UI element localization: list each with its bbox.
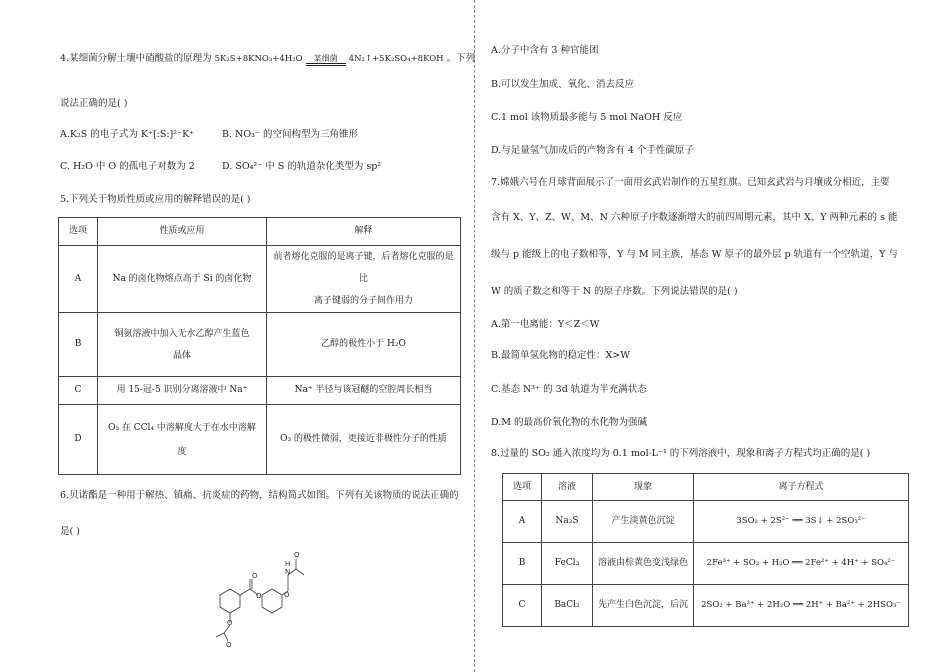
table-cell-property [98, 313, 267, 377]
atom-label: N [285, 568, 291, 576]
q7-option-d: D.M 的最高价氧化物的水化物为强碱 [491, 417, 648, 428]
table-row [59, 405, 461, 475]
q4-stem-b: 。下列 [446, 53, 476, 64]
atom-label: H [285, 560, 291, 568]
q6-stem-line1: 6.贝诺酯是一种用于解热、镇痛、抗炎症的药物，结构简式如图。下列有关该物质的说法正确的 [60, 490, 459, 501]
q4-equation-arrow [306, 52, 346, 66]
q5-table [58, 217, 461, 475]
benzene-ring-right [262, 589, 282, 613]
table-cell-equation: 2SO₂ + Ba²⁺ + 2H₂O ══ 2H⁺ + Ba²⁺ + 2HSO₃⁻ [694, 585, 909, 627]
property-line: 度 [177, 446, 187, 457]
q4-equation-right: 4N₂↑+5K₂SO₄+8KOH [348, 54, 444, 64]
property-line: 晶体 [172, 350, 191, 361]
q5-stem: 5.下列关于物质性质或应用的解释错误的是( ) [60, 194, 251, 205]
atom-label: O [252, 572, 258, 580]
table-cell-property: 用 15-冠-5 识别分离溶液中 Na⁺ [98, 377, 267, 405]
table-cell-option: D [59, 405, 98, 475]
q4-stem [60, 52, 475, 66]
table-row [59, 377, 461, 405]
table-header-row [59, 218, 461, 246]
q4-stem-a: 4.某细菌分解土壤中硝酸盐的原理为 [60, 53, 212, 64]
benorilate-structure-diagram [200, 545, 320, 665]
q7-stem-line3: 级与 p 能级上的电子数相等，Y 与 M 同主族，基态 W 原子的最外层 p 轨道有一个空轨道，Y 与 [491, 249, 898, 260]
table-cell-solution: BaCl₂ [542, 585, 593, 627]
property-line: 铜氨溶液中加入无水乙醇产生蓝色 [114, 328, 250, 339]
property-line: O₃ 在 CCl₄ 中溶解度大于在水中溶解 [108, 422, 256, 433]
table-row [503, 501, 909, 543]
table-cell-explanation [267, 246, 461, 313]
table-cell-property [98, 405, 267, 475]
explanation-line: 前者熔化克服的是离子键，后者熔化克服的是比 [273, 252, 454, 284]
q6-option-a: A.分子中含有 3 种官能团 [491, 45, 599, 56]
table-cell-phenomenon: 溶液由棕黄色变浅绿色 [593, 543, 694, 585]
table-row [59, 246, 461, 313]
atom-label: O [294, 551, 300, 559]
q8-stem: 8.过量的 SO₂ 通入浓度均为 0.1 mol·L⁻¹ 的下列溶液中，现象和离子方程式均正确的是( ) [491, 448, 871, 459]
table-cell-option: B [59, 313, 98, 377]
table-cell-explanation: O₃ 的极性微弱，更接近非极性分子的性质 [267, 405, 461, 475]
atom-label: O [226, 641, 232, 649]
table-header-cell: 选项 [59, 218, 98, 246]
q7-stem-line1: 7.嫦娥六号在月球背面展示了一面用玄武岩制作的五星红旗。已知玄武岩与月壤成分相近，主要 [491, 177, 890, 188]
table-cell-solution: Na₂S [542, 501, 593, 543]
table-cell-option: C [503, 585, 542, 627]
column-divider [474, 0, 475, 672]
atom-label: O [227, 619, 233, 627]
table-cell-phenomenon: 产生淡黄色沉淀 [593, 501, 694, 543]
table-cell-equation: 3SO₂ + 2S²⁻ ══ 3S↓ + 2SO₃²⁻ [694, 501, 909, 543]
q8-table [502, 473, 909, 627]
q4-stem-c: 说法正确的是( ) [60, 98, 128, 109]
q6-option-c: C.1 mol 该物质最多能与 5 mol NaOH 反应 [491, 112, 683, 123]
q7-option-a: A.第一电离能：Y＜Z＜W [491, 319, 600, 330]
q7-option-c: C.基态 N³⁺ 的 3d 轨道为半充满状态 [491, 384, 647, 395]
q4-option-d: D. SO₄²⁻ 中 S 的轨道杂化类型为 sp² [222, 161, 382, 172]
table-cell-explanation: 乙醇的极性小于 H₂O [267, 313, 461, 377]
q6-stem-line2: 是( ) [60, 526, 80, 537]
table-cell-property: Na 的卤化物熔点高于 Si 的卤化物 [98, 246, 267, 313]
q7-stem-line4: W 的质子数之和等于 N 的原子序数。下列说法错误的是( ) [491, 286, 738, 297]
q6-option-d: D.与足量氢气加成后的产物含有 4 个手性碳原子 [491, 145, 694, 156]
q6-option-b: B.可以发生加成、氧化、消去反应 [491, 79, 635, 90]
table-header-cell: 解释 [267, 218, 461, 246]
q7-option-b: B.最简单氢化物的稳定性：X>W [491, 350, 630, 361]
table-cell-option: A [503, 501, 542, 543]
table-cell-option: C [59, 377, 98, 405]
q4-option-a: A.K₂S 的电子式为 K⁺[:S:]²⁻K⁺ [60, 129, 195, 140]
table-row [59, 313, 461, 377]
table-cell-solution: FeCl₃ [542, 543, 593, 585]
benzene-ring-left [220, 589, 240, 613]
table-header-cell: 性质或应用 [98, 218, 267, 246]
q4-equation-condition: 某细菌 [313, 54, 338, 63]
table-header-cell: 现象 [593, 474, 694, 501]
table-row [503, 543, 909, 585]
q7-stem-line2: 含有 X、Y、Z、W、M、N 六种原子序数逐渐增大的前四周期元素，其中 X、Y 两种元素的 s 能 [491, 212, 898, 223]
table-cell-phenomenon: 先产生白色沉淀，后沉 [593, 585, 694, 627]
table-cell-option: A [59, 246, 98, 313]
table-header-row [503, 474, 909, 501]
table-cell-option: B [503, 543, 542, 585]
table-header-cell: 选项 [503, 474, 542, 501]
q4-option-c: C. H₂O 中 O 的孤电子对数为 2 [60, 161, 195, 172]
q4-option-b: B. NO₃⁻ 的空间构型为三角锥形 [222, 129, 358, 140]
q4-equation-left: 5K₂S+8KNO₃+4H₂O [214, 54, 303, 64]
atom-label: O [256, 592, 262, 600]
table-row [503, 585, 909, 627]
table-header-cell: 溶液 [542, 474, 593, 501]
table-cell-explanation: Na⁺ 半径与该冠醚的空腔周长相当 [267, 377, 461, 405]
explanation-line: 离子键弱的分子间作用力 [313, 296, 413, 306]
table-header-cell: 离子方程式 [694, 474, 909, 501]
table-cell-equation: 2Fe³⁺ + SO₂ + H₂O ══ 2Fe²⁺ + 4H⁺ + SO₄²⁻ [694, 543, 909, 585]
atom-label: O [284, 591, 290, 599]
